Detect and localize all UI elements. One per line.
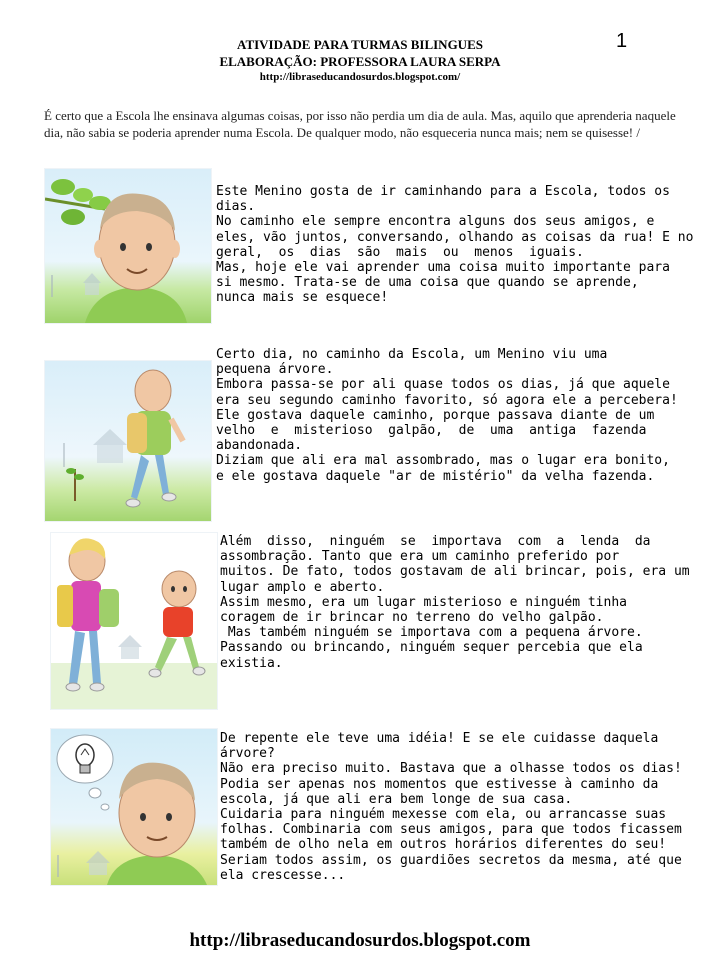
- page-number: 1: [616, 30, 628, 52]
- text-line: e ele gostava daquele "ar de mistério" da velha fazenda.: [216, 468, 655, 484]
- text-line: Podia ser apenas nos momentos que estivesse à caminho da: [220, 776, 659, 792]
- text-line: Passando ou brincando, ninguém sequer percebia que ela: [220, 640, 643, 656]
- illustration-boy-walking-to-school: [44, 168, 212, 324]
- farm-barn-icon: [63, 429, 127, 467]
- text-line: assombração. Tanto que era um caminho preferido por: [220, 549, 620, 565]
- boy-figure: [85, 193, 187, 323]
- text-line: dias.: [216, 199, 256, 215]
- section-3-text: [220, 534, 690, 671]
- text-line: abandonada.: [216, 438, 303, 454]
- text-line: coragem de ir brincar no terreno do velho galpão.: [220, 610, 604, 626]
- text-line: muitos. De fato, todos gostavam de ali brincar, pois, era um: [220, 564, 690, 580]
- section-2-text: [216, 347, 678, 484]
- document-header: [0, 36, 720, 85]
- text-line: ela crescesse...: [220, 867, 346, 883]
- text-line: Seriam todos assim, os guardiões secretos da mesma, até que: [220, 852, 682, 868]
- illustration-boy-with-idea: [50, 728, 218, 886]
- text-line: árvore?: [220, 746, 275, 762]
- text-line: eles, vão juntos, conversando, olhando as coisas da rua! E no: [216, 229, 694, 245]
- boy-figure: [126, 370, 183, 507]
- text-line: velho e misterioso galpão, de uma antiga fazenda: [216, 423, 647, 439]
- text-line: Ele gostava daquele caminho, porque passava diante de um: [216, 407, 655, 423]
- text-line: Diziam que ali era mal assombrado, mas o lugar era bonito,: [216, 453, 670, 469]
- boy-figure: [107, 763, 207, 885]
- section-1-text: [216, 184, 693, 306]
- text-line: Mas, hoje ele vai aprender uma coisa muito importante para: [216, 260, 670, 276]
- text-line: si mesmo. Trata-se de uma coisa que quando se aprende,: [216, 275, 639, 291]
- leaves-icon: [45, 179, 111, 225]
- illustration-children-playing: [50, 532, 218, 710]
- text-line: folhas. Combinaria com seus amigos, para que todos ficassem: [220, 822, 682, 838]
- small-tree-icon: [66, 468, 84, 501]
- text-line: Cuidaria para ninguém mexesse com ela, ou arrancasse suas: [220, 807, 667, 823]
- text-line: Este Menino gosta de ir caminhando para a Escola, todos os: [216, 184, 670, 199]
- text-line: Mas também ninguém se importava com a pequena árvore.: [220, 625, 643, 641]
- header-url: http://libraseducandosurdos.blogspot.com/: [259, 71, 461, 83]
- text-line: Certo dia, no caminho da Escola, um Menino viu uma: [216, 347, 608, 362]
- text-line: existia.: [220, 655, 283, 671]
- text-line: Assim mesmo, era um lugar misterioso e ninguém tinha: [220, 594, 627, 610]
- farm-barn-icon: [57, 851, 110, 877]
- text-line: nunca mais se esquece!: [216, 290, 389, 306]
- farm-barn-icon: [51, 273, 101, 297]
- footer-url[interactable]: http://libraseducandosurdos.blogspot.com: [189, 930, 531, 951]
- section-4-text: [220, 731, 682, 883]
- text-line: Embora passa-se por ali quase todos os dias, já que aquele: [216, 377, 670, 393]
- header-author: ELABORAÇÃO: PROFESSORA LAURA SERPA: [219, 54, 501, 69]
- intro-paragraph: É certo que a Escola lhe ensinava algumas coisas, por isso não perdia um dia de aula. Mas, aquilo que aprenderia naquele dia, não sabia se poderia aprender numa Escola. De qualquer modo, não esqueceria nunca mais; nem se quisesse! /: [44, 108, 676, 140]
- text-line: também de olho nela em outros horários diferentes do seu!: [220, 837, 667, 853]
- farm-barn-icon: [118, 635, 142, 659]
- text-line: era seu segundo caminho favorito, só agora ele a percebera!: [216, 392, 678, 408]
- text-line: No caminho ele sempre encontra alguns dos seus amigos, e: [216, 214, 655, 230]
- illustration-boy-with-backpack: [44, 360, 212, 522]
- text-line: lugar amplo e aberto.: [220, 579, 385, 595]
- header-title: ATIVIDADE PARA TURMAS BILINGUES: [237, 37, 483, 52]
- running-child-figure: [149, 571, 205, 677]
- text-line: De repente ele teve uma idéia! E se ele cuidasse daquela: [220, 731, 659, 746]
- text-line: Não era preciso muito. Bastava que a olhasse todos os dias!: [220, 761, 682, 777]
- text-line: geral, os dias são mais ou menos iguais.: [216, 244, 584, 260]
- text-line: pequena árvore.: [216, 362, 334, 378]
- text-line: Além disso, ninguém se importava com a lenda da: [220, 534, 651, 549]
- text-line: escola, já que ali era bem longe de sua casa.: [220, 791, 573, 807]
